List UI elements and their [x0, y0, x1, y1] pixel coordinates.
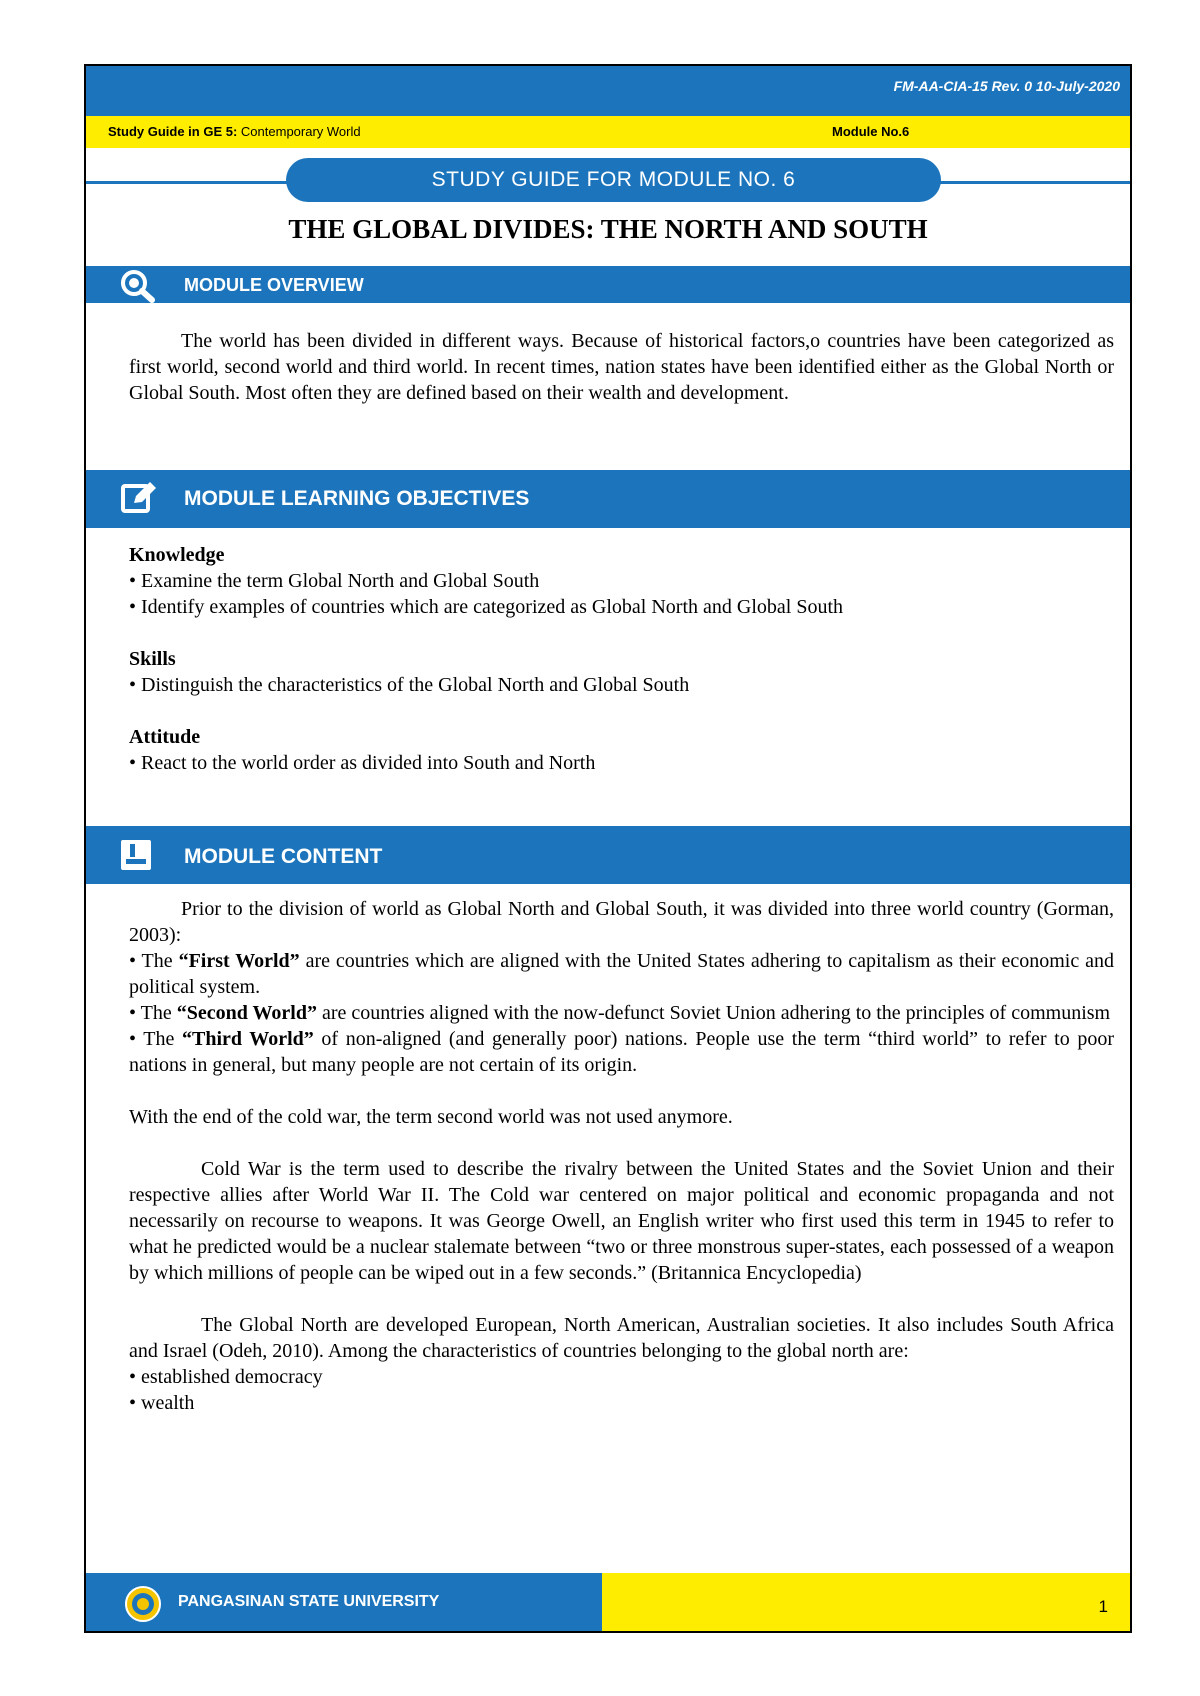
module-overview-bar — [86, 266, 1130, 303]
header-yellow-bar — [86, 116, 1130, 148]
list-item: • wealth — [129, 1392, 195, 1414]
list-item: • Identify examples of countries which are categorized as Global North and Global South — [129, 596, 844, 618]
global-north-paragraph: The Global North are developed European, North American, Australian societies. It also includes South Africa and Israel (Odeh, 2010). Among the characteristics of countries belonging to the global north are: — [129, 1314, 1114, 1362]
document-icon — [120, 839, 152, 876]
cold-war-end-text: With the end of the cold war, the term second world was not used anymore. — [129, 1106, 733, 1128]
form-code: FM-AA-CIA-15 Rev. 0 10-July-2020 — [893, 78, 1120, 94]
course-name: Contemporary World — [240, 124, 361, 139]
module-content-bar — [86, 826, 1130, 884]
list-item: • established democracy — [129, 1366, 323, 1388]
page-number: 1 — [1098, 1597, 1108, 1616]
magnifier-icon — [120, 269, 156, 308]
footer-page-bar — [602, 1573, 1130, 1633]
list-item: • React to the world order as divided into South and North — [129, 752, 596, 774]
list-item: • Distinguish the characteristics of the Global North and Global South — [129, 674, 690, 696]
learning-objectives-heading: MODULE LEARNING OBJECTIVES — [184, 487, 530, 510]
module-overview-heading: MODULE OVERVIEW — [184, 275, 364, 295]
list-item: • Examine the term Global North and Global South — [129, 570, 540, 592]
footer-university-bar — [86, 1573, 602, 1633]
objectives-body — [129, 542, 1114, 776]
content-body — [129, 896, 1114, 1416]
list-item: • The “Third World” of non-aligned (and generally poor) nations. People use the term “third world” to refer to poor nations in general, but many people are not certain of its origin. — [129, 1028, 1114, 1076]
course-line — [108, 124, 361, 139]
study-guide-prefix: Study Guide in GE 5: — [108, 124, 238, 139]
header-blue-bar — [86, 66, 1130, 116]
study-guide-banner: STUDY GUIDE FOR MODULE NO. 6 — [286, 158, 941, 202]
document-page — [84, 64, 1132, 1633]
page-title: THE GLOBAL DIVIDES: THE NORTH AND SOUTH — [288, 214, 928, 244]
university-seal-icon — [124, 1585, 162, 1628]
module-number: Module No.6 — [832, 124, 910, 139]
attitude-heading: Attitude — [129, 726, 201, 748]
learning-objectives-bar — [86, 470, 1130, 528]
university-name: PANGASINAN STATE UNIVERSITY — [178, 1593, 440, 1610]
overview-text: The world has been divided in different ways. Because of historical factors,o countries have been categorized as first world, second world and third world. In recent times, nation states have been identified either as the Global North or Global South. Most often they are defined based on their wealth and development. — [129, 330, 1114, 404]
list-item: • The “Second World” are countries aligned with the now-defunct Soviet Union adhering to the principles of communism — [129, 1002, 1111, 1024]
skills-heading: Skills — [129, 648, 176, 670]
module-content-heading: MODULE CONTENT — [184, 845, 383, 868]
knowledge-heading: Knowledge — [129, 544, 225, 566]
edit-icon — [120, 481, 158, 520]
content-intro: Prior to the division of world as Global North and Global South, it was divided into three world country (Gorman, 2003): — [129, 898, 1114, 946]
cold-war-paragraph: Cold War is the term used to describe the rivalry between the United States and the Soviet Union and their respective allies after World War II. The Cold war centered on major political and economic propaganda and not necessarily on recourse to weapons. It was George Owell, an English writer who first used this term in 1945 to refer to what he predicted would be a nuclear stalemate between “two or three monstrous super-states, each possessed of a weapon by which millions of people can be wiped out in a few seconds.” (Britannica Encyclopedia) — [129, 1158, 1114, 1284]
list-item: • The “First World” are countries which are aligned with the United States adhering to capitalism as their economic and political system. — [129, 950, 1115, 998]
